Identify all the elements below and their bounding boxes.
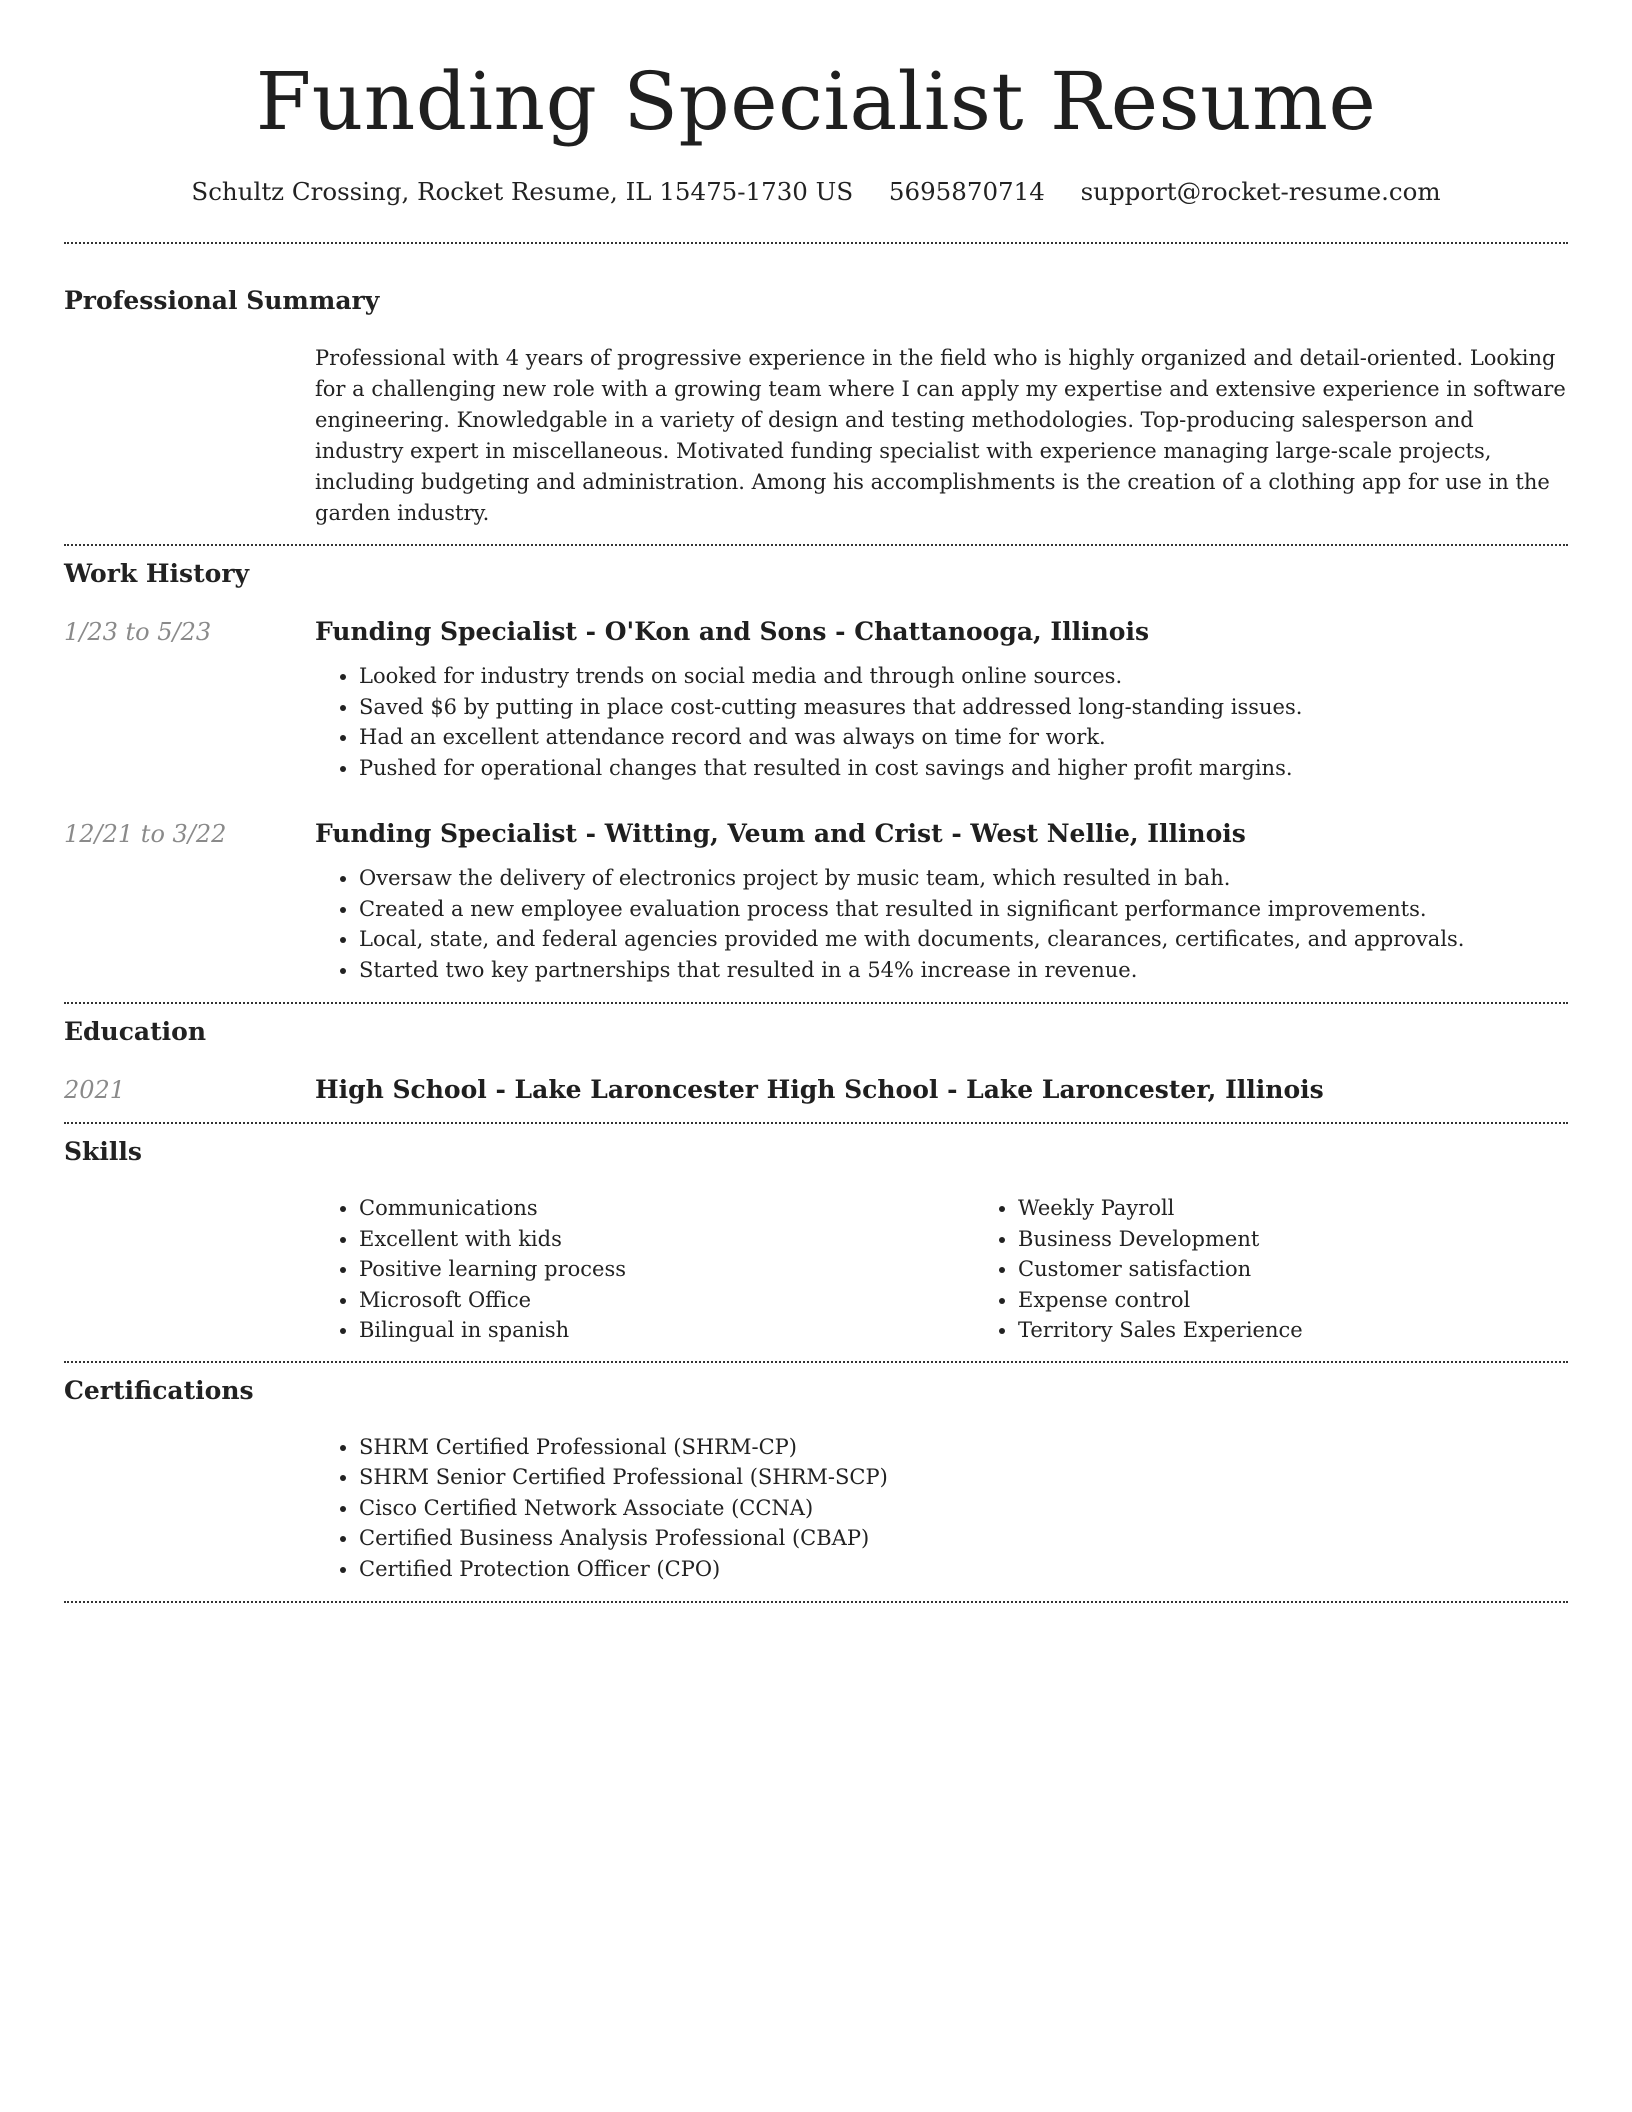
divider: [64, 242, 1568, 244]
list-item: • Expense control: [1018, 1285, 1632, 1316]
section-heading: Skills: [64, 1137, 142, 1166]
list-item: • Local, state, and federal agencies provided me with documents, clearances, certificates, and approvals.: [359, 924, 1568, 955]
section-work-history: [64, 557, 1568, 985]
section-certifications: [64, 1374, 1568, 1585]
job-dates: 1/23 to 5/23: [64, 618, 212, 646]
list-item: • Weekly Payroll: [1018, 1193, 1632, 1224]
job-entry: [64, 817, 1568, 985]
contact-email: support@rocket-resume.com: [1080, 177, 1441, 206]
job-dates: 12/21 to 3/22: [64, 820, 227, 848]
list-item: • Certified Business Analysis Professional (CBAP): [359, 1523, 1568, 1554]
list-item: • Positive learning process: [359, 1254, 974, 1285]
contact-line: [64, 174, 1568, 210]
education-year: 2021: [64, 1076, 126, 1104]
list-item: • Certified Protection Officer (CPO): [359, 1554, 1568, 1585]
list-item: • SHRM Senior Certified Professional (SHRM-SCP): [359, 1462, 1568, 1493]
section-heading: Work History: [64, 559, 250, 588]
list-item: • Business Development: [1018, 1224, 1632, 1255]
job-entry: [64, 615, 1568, 783]
list-item: • Bilingual in spanish: [359, 1315, 974, 1346]
list-item: • Excellent with kids: [359, 1224, 974, 1255]
contact-phone: 5695870714: [888, 177, 1045, 206]
skills-list-left: [315, 1193, 974, 1346]
section-education: [64, 1015, 1568, 1107]
job-bullets: [315, 863, 1568, 985]
divider: [64, 1002, 1568, 1004]
section-summary: [64, 284, 1568, 529]
education-entry: High School - Lake Laroncester High School - Lake Laroncester, Illinois: [315, 1075, 1324, 1104]
list-item: • Territory Sales Experience: [1018, 1315, 1632, 1346]
list-item: • Saved $6 by putting in place cost-cutting measures that addressed long-standing issues.: [359, 692, 1568, 723]
section-heading: Certifications: [64, 1375, 254, 1405]
job-bullets: [315, 661, 1568, 783]
skills-list-right: [974, 1193, 1632, 1346]
section-heading: Education: [64, 1017, 207, 1046]
list-item: • Had an excellent attendance record and was always on time for work.: [359, 722, 1568, 753]
resume-page: [64, 0, 1568, 1603]
list-item: • Pushed for operational changes that resulted in cost savings and higher profit margins.: [359, 753, 1568, 784]
list-item: • Oversaw the delivery of electronics project by music team, which resulted in bah.: [359, 863, 1568, 894]
list-item: • Cisco Certified Network Associate (CCNA): [359, 1493, 1568, 1524]
divider: [64, 1601, 1568, 1603]
resume-title: Funding Specialist Resume: [255, 55, 1377, 148]
job-title: Funding Specialist - Witting, Veum and Crist - West Nellie, Illinois: [315, 819, 1246, 848]
divider: [64, 1361, 1568, 1363]
section-skills: [64, 1135, 1568, 1346]
list-item: • Microsoft Office: [359, 1285, 974, 1316]
list-item: • Looked for industry trends on social media and through online sources.: [359, 661, 1568, 692]
contact-address: Schultz Crossing, Rocket Resume, IL 15475-1730 US: [191, 177, 854, 206]
section-heading: Professional Summary: [64, 286, 380, 315]
list-item: • Started two key partnerships that resulted in a 54% increase in revenue.: [359, 955, 1568, 986]
certifications-list: [315, 1432, 1568, 1585]
divider: [64, 1122, 1568, 1124]
list-item: • Communications: [359, 1193, 974, 1224]
list-item: • Created a new employee evaluation process that resulted in significant performance improvements.: [359, 894, 1568, 925]
job-title: Funding Specialist - O'Kon and Sons - Chattanooga, Illinois: [315, 617, 1150, 646]
list-item: • Customer satisfaction: [1018, 1254, 1632, 1285]
divider: [64, 544, 1568, 546]
list-item: • SHRM Certified Professional (SHRM-CP): [359, 1432, 1568, 1463]
summary-text: Professional with 4 years of progressive experience in the field who is highly organized and detail-oriented. Looking for a challenging new role with a growing team where I can apply my expertise and extensive experience in software engineering. Knowledgable in a variety of design and testing methodologies. Top-producing salesperson and industry expert in miscellaneous. Motivated funding specialist with experience managing large-scale projects, including budgeting and administration. Among his accomplishments is the creation of a clothing app for use in the garden industry.: [315, 346, 1566, 525]
